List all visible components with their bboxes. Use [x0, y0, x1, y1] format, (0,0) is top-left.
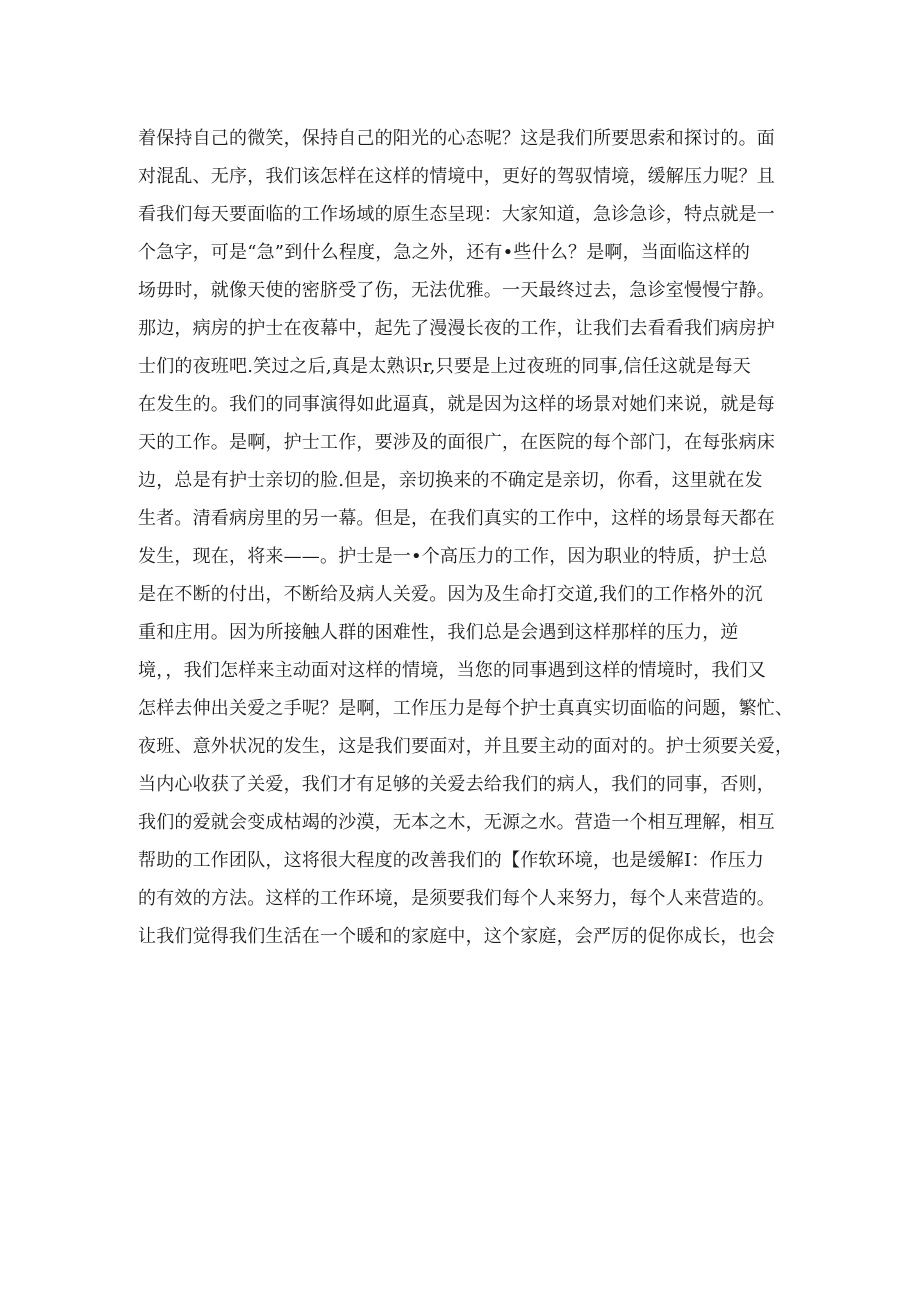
- text-line: 那边，病房的护士在夜幕中，起先了漫漫长夜的工作，让我们去看看我们病房护: [138, 318, 775, 339]
- text-line: 发生，现在，将来——。护士是一•个高压力的工作，因为职业的特质，护士总: [138, 546, 768, 567]
- text-line: 重和庄用。因为所接触人群的困难性，我们总是会遇到这样那样的压力，逆: [138, 622, 739, 643]
- text-line: 天的工作。是啊，护士工作，要涉及的面很广，在医院的每个部门，在每张病床: [138, 432, 775, 453]
- text-line: 让我们觉得我们生活在一个暖和的家庭中，这个家庭，会严厉的促你成长，也会: [138, 926, 775, 947]
- text-line: 边，总是有护士亲切的脸.但是，亲切换来的不确定是亲切，你看，这里就在发: [138, 470, 763, 491]
- text-line: 当内心收获了关爱，我们才有足够的关爱去给我们的病人，我们的同事，否则，: [138, 774, 775, 795]
- text-line: 场毋时，就像天使的密脐受了伤，无法优雅。一天最终过去，急诊室慢慢宁静。: [138, 280, 775, 301]
- text-line: 是在不断的付出，不断给及病人关爱。因为及生命打交道,我们的工作格外的沉: [138, 584, 763, 605]
- text-line: 生者。清看病房里的另一幕。但是，在我们真实的工作中，这样的场景每天都在: [138, 508, 775, 529]
- text-line: 在发生的。我们的同事演得如此逼真，就是因为这样的场景对她们来说，就是每: [138, 394, 775, 415]
- text-line: 境，，我们怎样来主动面对这样的情境，当您的同事遇到这样的情境时，我们又: [138, 660, 766, 681]
- body-text: [138, 120, 798, 956]
- text-line: 个急字，可是“急”到什么程度，急之外，还有•些什么？是啊，当面临这样的: [138, 242, 751, 263]
- text-line: 着保持自己的微笑，保持自己的阳光的心态呢？这是我们所要思索和探讨的。面: [138, 128, 775, 149]
- text-line: 夜班、意外状况的发生，这是我们要面对，并且要主动的面对的。护士须要关爱，: [138, 736, 794, 757]
- text-line: 对混乱、无序，我们该怎样在这样的情境中，更好的驾驭情境，缓解压力呢？且: [138, 166, 775, 187]
- text-line: 怎样去伸出关爱之手呢？是啊，工作压力是每个护士真真实切面临的问题，繁忙、: [138, 698, 794, 719]
- text-line: 看我们每天要面临的工作场域的原生态呈现：大家知道，急诊急诊，特点就是一: [138, 204, 775, 225]
- text-line: 帮助的工作团队，这将很大程度的改善我们的【作软环境，也是缓解I：作压力: [138, 850, 765, 871]
- text-line: 我们的爱就会变成枯竭的沙漠，无本之木，无源之水。营造一个相互理解，相互: [138, 812, 775, 833]
- text-line: 的有效的方法。这样的工作环境，是须要我们每个人来努力，每个人来营造的。: [138, 888, 775, 909]
- text-line: 士们的夜班吧.笑过之后,真是太熟识r,只要是上过夜班的同事,信任这就是每天: [138, 356, 751, 377]
